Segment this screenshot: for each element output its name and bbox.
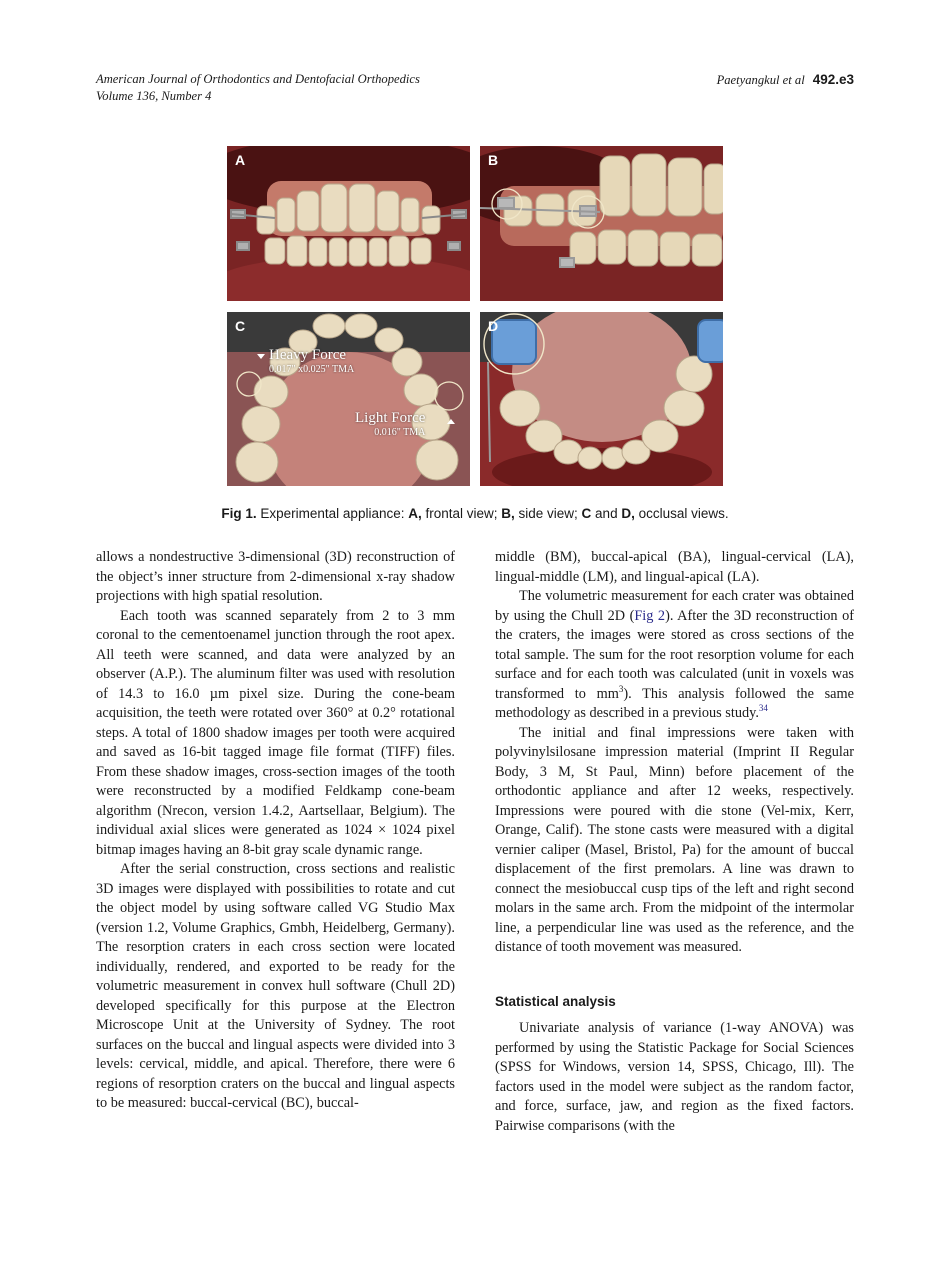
paragraph-text: The volumetric measurement for each crater was obtained by using the Chull 2D (: [495, 588, 854, 624]
figure-caption: [0, 506, 950, 521]
caption-text: and: [591, 506, 622, 521]
caption-ref-d: D,: [621, 506, 635, 521]
light-force-label: [355, 410, 425, 439]
paragraph: [495, 587, 854, 724]
upper-occlusal-photo: [227, 312, 470, 486]
panel-label-b: B: [488, 152, 499, 168]
superscript: 3: [618, 683, 624, 694]
paragraph: The initial and final impressions were taken with polyvinylsilosane impression material (Imprint II Regular Body, 3 M, St Paul, Minn) before placement of the orthodontic appliance and after 12 weeks, respectively. Impressions were poured with die stone (Vel-mix, Kerr, Orange, Calif). The stone casts were measured with a digital vernier caliper (Masel, Bristol, Pa) for the amount of buccal displacement of the first premolars. A line was drawn to connect the mesiobuccal cusp tips of the left and right second molars in the same arch. From the midpoint of the intermolar line, a perpendicular line was used as the reference, and the distance of tooth movement was measured.: [495, 724, 854, 955]
journal-title: American Journal of Orthodontics and Dentofacial Orthopedics: [96, 72, 420, 86]
panel-label-a: A: [235, 152, 246, 168]
frontal-view-photo: [227, 146, 470, 301]
light-force-spec: 0.016" TMA: [374, 427, 426, 438]
section-heading: Statistical analysis: [495, 993, 616, 1009]
caption-text: Experimental appliance:: [256, 506, 409, 521]
caption-text: occlusal views.: [634, 506, 729, 521]
photo-panel-d: [480, 312, 723, 486]
paragraph: After the serial construction, cross sections and realistic 3D images were displayed with possibilities to rotate and cut the object model by using software called VG Studio Max (version 1.2, Volume Graphics, Gmbh, Heidelberg, Germany). The resorption craters in each cross section were located individually, rendered, and exported to be ready for the volumetric measurement in convex hull software (Chull 2D) developed specifically for this purpose at the Electron Microscope Unit at the University of Sydney. The root surfaces on the buccal and lingual aspects were divided into 3 levels: cervical, middle, and apical. Therefore, there were 6 regions of resorption craters on the buccal and lingual aspects to be measured: buccal-cervical (BC), buccal-: [96, 861, 455, 1111]
caption-ref-b: B,: [501, 506, 515, 521]
paragraph: Univariate analysis of variance (1-way ANOVA) was performed by using the Statistic Package for Social Sciences (SPSS for Windows, version 14, SPSS, Chicago, Ill). The factors used in the model were subject as the random factor, and force, surface, jaw, and region as the fixed factors. Pairwise comparisons (with the: [495, 1020, 854, 1134]
photo-panel-b: [480, 146, 723, 301]
heavy-force-spec: 0.017" x0.025" TMA: [269, 364, 355, 375]
figure-1: [227, 146, 723, 486]
right-column: [495, 548, 854, 1136]
paragraph-text: ). After the 3D reconstruction of the craters, the images were stored as cross sections of the total sample. The sum for the root resorption volume for each surface and for each tooth was calculated (unit in voxels was transformed to mm: [495, 607, 855, 702]
page-number: 492.e3: [812, 72, 854, 87]
caption-text: frontal view;: [421, 506, 502, 521]
paragraph: Each tooth was scanned separately from 2 to 3 mm coronal to the cementoenamel junction through the root apex. All teeth were scanned, and data were analyzed by an observer (A.P.). The aluminum filter was used with resolution of 14.3 to 16.0 µm pixel size. During the cone-beam acquisition, the teeth were rotated over 360° at 0.2° rotational steps. A total of 1800 shadow images per tooth were acquired and saved as 16-bit tagged image file format (TIFF) files. From these shadow images, cross-section images of the tooth were reconstructed by a modified Feldkamp cone-beam algorithm (Nrecon, version 1.4.2, Aartsellaar, Belgium). The individual axial slices were generated as 1024 × 1024 pixel bitmap images having an 8-bit gray scale dynamic range.: [96, 607, 455, 858]
heavy-force-title: Heavy Force: [269, 347, 347, 363]
side-view-photo: [480, 146, 723, 301]
journal-volume: Volume 136, Number 4: [96, 89, 212, 103]
photo-panel-c: [227, 312, 470, 486]
panel-label-d: D: [488, 318, 499, 334]
running-header-journal: [96, 71, 420, 105]
caption-ref-c: C: [581, 506, 592, 521]
reference-34-link[interactable]: 34: [758, 703, 768, 714]
caption-ref-a: A,: [408, 506, 422, 521]
paragraph: allows a nondestructive 3-dimensional (3D) reconstruction of the object’s inner structure from 2-dimensional x-ray shadow projections with high spatial resolution.: [96, 549, 455, 604]
paragraph: middle (BM), buccal-apical (BA), lingual-cervical (LA), lingual-middle (LM), and lingual-apical (LA).: [495, 549, 854, 585]
paragraph-text: ). This analysis followed the same methodology as described in a previous study.: [495, 685, 854, 721]
caption-label: Fig 1.: [221, 506, 257, 521]
header-authors: Paetyangkul et al: [716, 73, 805, 87]
lower-occlusal-photo: [480, 312, 723, 486]
heavy-force-label: [269, 347, 354, 376]
caption-text: side view;: [514, 506, 582, 521]
figure-2-link[interactable]: Fig 2: [634, 607, 666, 624]
photo-panel-a: [227, 146, 470, 301]
running-header-page: [717, 71, 854, 89]
light-force-title: Light Force: [355, 410, 426, 426]
panel-label-c: C: [235, 318, 246, 334]
left-column: [96, 548, 455, 1114]
